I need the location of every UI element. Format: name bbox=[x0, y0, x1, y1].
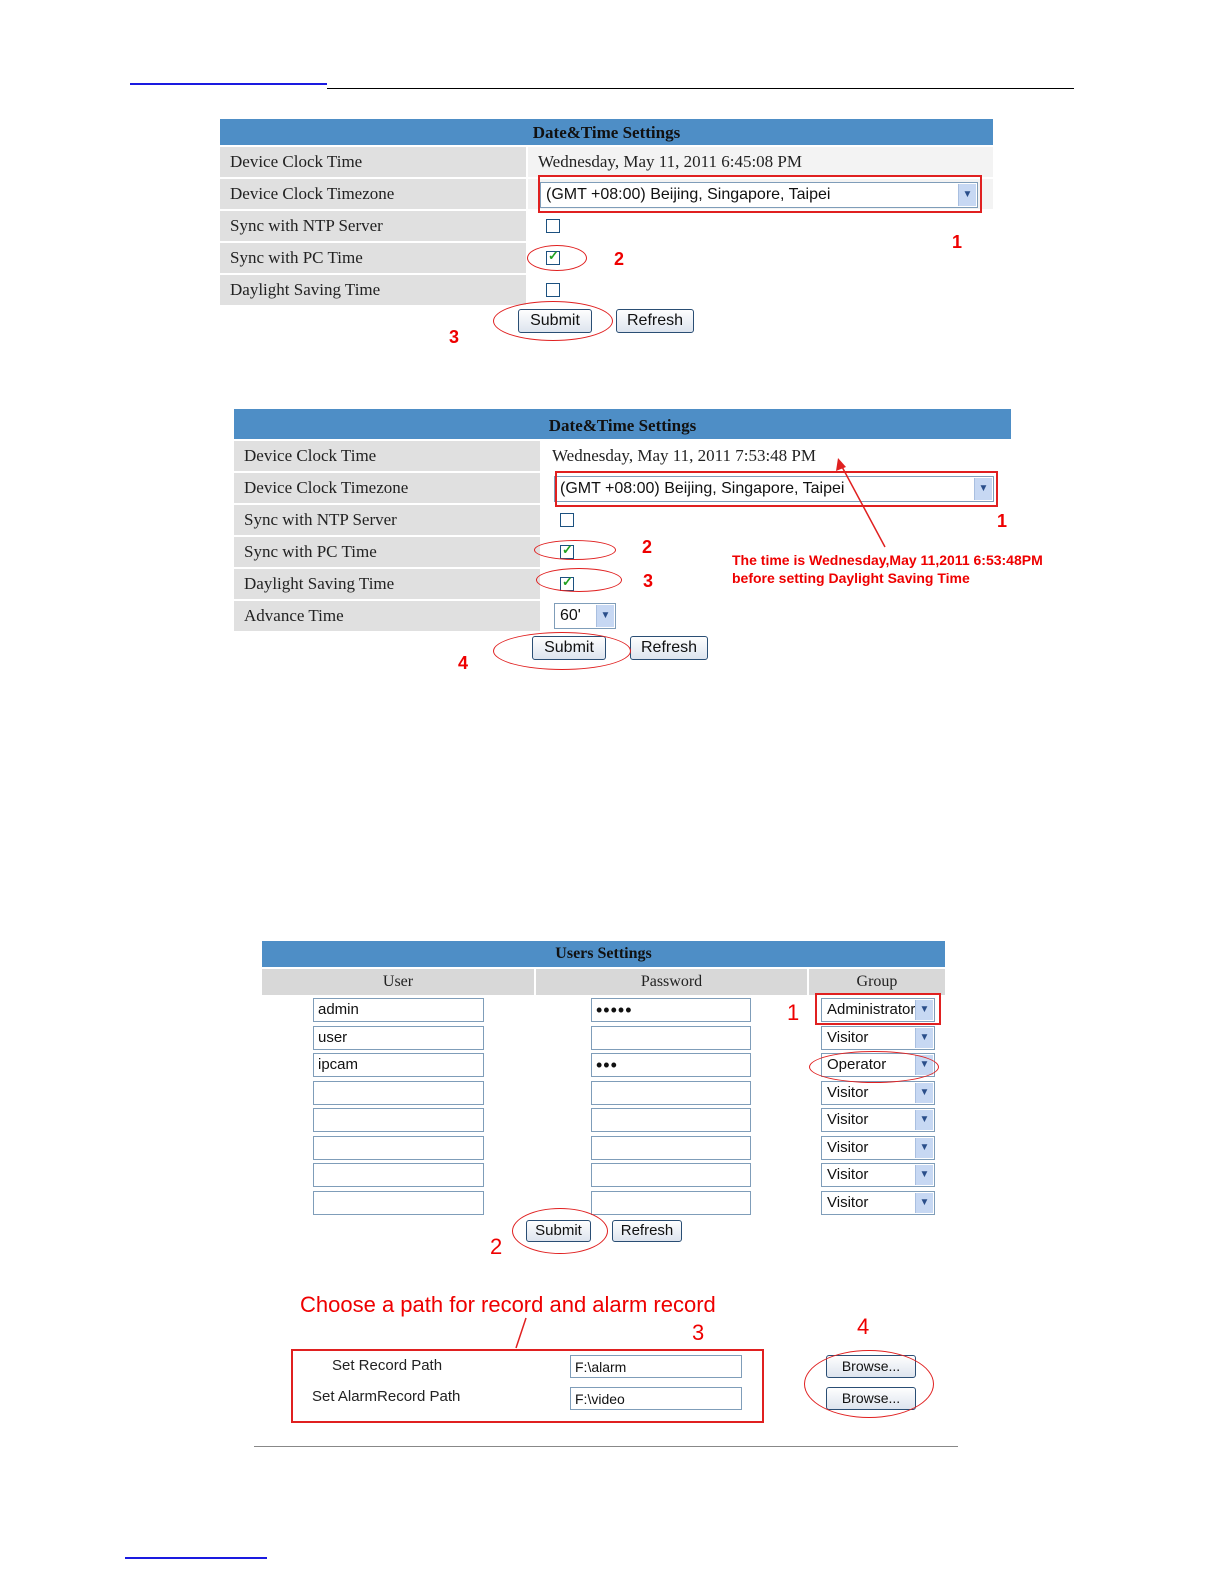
annotation-ellipse bbox=[527, 245, 587, 271]
group-select[interactable]: Visitor ▼ bbox=[821, 1026, 935, 1050]
label-timezone: Device Clock Timezone bbox=[234, 473, 540, 503]
password-input[interactable]: ••• bbox=[591, 1053, 751, 1077]
chevron-down-icon: ▼ bbox=[915, 1110, 933, 1130]
annotation-ellipse bbox=[493, 301, 613, 341]
user-input[interactable]: ipcam bbox=[313, 1053, 484, 1077]
chevron-down-icon: ▼ bbox=[915, 1000, 933, 1020]
chevron-down-icon: ▼ bbox=[958, 184, 976, 206]
user-input[interactable] bbox=[313, 1191, 484, 1215]
label-device-clock-time: Device Clock Time bbox=[234, 441, 540, 471]
annotation-ellipse bbox=[809, 1051, 939, 1083]
daylight-checkbox[interactable] bbox=[546, 283, 560, 297]
password-input[interactable] bbox=[591, 1026, 751, 1050]
group-select[interactable]: Visitor ▼ bbox=[821, 1163, 935, 1187]
chevron-down-icon: ▼ bbox=[915, 1165, 933, 1185]
annotation-ellipse bbox=[536, 568, 622, 592]
user-input[interactable] bbox=[313, 1136, 484, 1160]
browse-alarm-button[interactable]: Browse... bbox=[826, 1387, 916, 1410]
marker-2: 2 bbox=[490, 1234, 503, 1259]
marker-3: 3 bbox=[449, 327, 460, 347]
label-sync-pc: Sync with PC Time bbox=[220, 243, 526, 273]
chevron-down-icon: ▼ bbox=[974, 478, 992, 500]
record-caption: Choose a path for record and alarm record bbox=[300, 1292, 716, 1317]
annotation-ellipse bbox=[534, 540, 616, 560]
label-sync-pc: Sync with PC Time bbox=[234, 537, 540, 567]
annotation-box bbox=[815, 993, 941, 1025]
label-sync-ntp: Sync with NTP Server bbox=[234, 505, 540, 535]
chevron-down-icon: ▼ bbox=[915, 1138, 933, 1158]
chevron-down-icon: ▼ bbox=[596, 605, 614, 627]
value-device-clock-time: Wednesday, May 11, 2011 6:45:08 PM bbox=[528, 147, 993, 177]
users-submit-button[interactable]: Submit bbox=[526, 1220, 591, 1242]
annotation-note-line2: before setting Daylight Saving Time bbox=[732, 570, 970, 586]
alarm-path-input[interactable]: F:\video bbox=[570, 1387, 742, 1410]
annotation-ellipse bbox=[804, 1350, 934, 1418]
advance-time-value: 60' bbox=[560, 607, 581, 624]
chevron-down-icon: ▼ bbox=[915, 1055, 933, 1075]
header-link-underline bbox=[130, 83, 327, 85]
annotation-ellipse bbox=[493, 632, 631, 670]
record-path-label: Set Record Path bbox=[332, 1357, 443, 1374]
chevron-down-icon: ▼ bbox=[915, 1028, 933, 1048]
marker-1: 1 bbox=[787, 1000, 800, 1025]
password-input[interactable]: ••••• bbox=[591, 998, 751, 1022]
users-refresh-button[interactable]: Refresh bbox=[612, 1220, 682, 1242]
submit-button[interactable]: Submit bbox=[518, 309, 592, 333]
label-daylight: Daylight Saving Time bbox=[220, 275, 526, 305]
timezone-select-value: (GMT +08:00) Beijing, Singapore, Taipei bbox=[560, 480, 845, 497]
panel-title: Date&Time Settings bbox=[220, 119, 993, 145]
label-device-clock-time: Device Clock Time bbox=[220, 147, 526, 177]
refresh-button[interactable]: Refresh bbox=[616, 309, 694, 333]
password-input[interactable] bbox=[591, 1081, 751, 1105]
marker-4: 4 bbox=[857, 1314, 870, 1339]
submit-button[interactable]: Submit bbox=[532, 636, 606, 660]
group-select[interactable]: Administrator ▼ bbox=[821, 998, 935, 1022]
user-input[interactable]: user bbox=[313, 1026, 484, 1050]
header-rule bbox=[327, 88, 1074, 89]
group-select[interactable]: Visitor ▼ bbox=[821, 1191, 935, 1215]
annotation-pointer bbox=[510, 1316, 530, 1350]
user-input[interactable] bbox=[313, 1163, 484, 1187]
col-group: Group bbox=[809, 969, 945, 995]
refresh-button[interactable]: Refresh bbox=[630, 636, 708, 660]
chevron-down-icon: ▼ bbox=[915, 1193, 933, 1213]
sync-ntp-checkbox[interactable] bbox=[546, 219, 560, 233]
label-timezone: Device Clock Timezone bbox=[220, 179, 526, 209]
marker-2: 2 bbox=[614, 249, 625, 269]
panel-title: Date&Time Settings bbox=[234, 409, 1011, 439]
timezone-select-value: (GMT +08:00) Beijing, Singapore, Taipei bbox=[546, 186, 831, 203]
password-input[interactable] bbox=[591, 1108, 751, 1132]
label-daylight: Daylight Saving Time bbox=[234, 569, 540, 599]
record-path-input[interactable]: F:\alarm bbox=[570, 1355, 742, 1378]
marker-1: 1 bbox=[952, 232, 963, 252]
user-input[interactable] bbox=[313, 1108, 484, 1132]
annotation-box bbox=[538, 175, 982, 213]
label-advance-time: Advance Time bbox=[234, 601, 540, 631]
footer-link-underline bbox=[125, 1557, 267, 1559]
datetime-panel-1 bbox=[220, 119, 993, 344]
user-input[interactable] bbox=[313, 1081, 484, 1105]
password-input[interactable] bbox=[591, 1136, 751, 1160]
group-select[interactable]: Visitor ▼ bbox=[821, 1136, 935, 1160]
group-select[interactable]: Visitor ▼ bbox=[821, 1108, 935, 1132]
footer-rule bbox=[254, 1446, 958, 1447]
col-user: User bbox=[262, 969, 534, 995]
alarm-path-label: Set AlarmRecord Path bbox=[312, 1388, 461, 1405]
password-input[interactable] bbox=[591, 1163, 751, 1187]
marker-2: 2 bbox=[642, 537, 653, 557]
marker-3: 3 bbox=[643, 571, 654, 591]
sync-ntp-checkbox[interactable] bbox=[560, 513, 574, 527]
col-password: Password bbox=[536, 969, 807, 995]
group-select[interactable]: Operator ▼ bbox=[821, 1053, 935, 1077]
browse-record-button[interactable]: Browse... bbox=[826, 1355, 916, 1378]
annotation-ellipse bbox=[512, 1208, 608, 1254]
users-title: Users Settings bbox=[262, 941, 945, 967]
annotation-note-line1: The time is Wednesday,May 11,2011 6:53:48PM bbox=[732, 552, 1043, 568]
annotation-box bbox=[555, 471, 998, 507]
chevron-down-icon: ▼ bbox=[915, 1083, 933, 1103]
advance-time-select[interactable] bbox=[554, 603, 616, 629]
value-device-clock-time: Wednesday, May 11, 2011 7:53:48 PM bbox=[542, 441, 1011, 471]
label-sync-ntp: Sync with NTP Server bbox=[220, 211, 526, 241]
group-select[interactable]: Visitor ▼ bbox=[821, 1081, 935, 1105]
annotation-arrow bbox=[830, 455, 900, 555]
marker-1: 1 bbox=[997, 511, 1008, 531]
password-input[interactable] bbox=[591, 1191, 751, 1215]
user-input[interactable]: admin bbox=[313, 998, 484, 1022]
marker-3: 3 bbox=[692, 1320, 705, 1345]
marker-4: 4 bbox=[458, 653, 469, 673]
